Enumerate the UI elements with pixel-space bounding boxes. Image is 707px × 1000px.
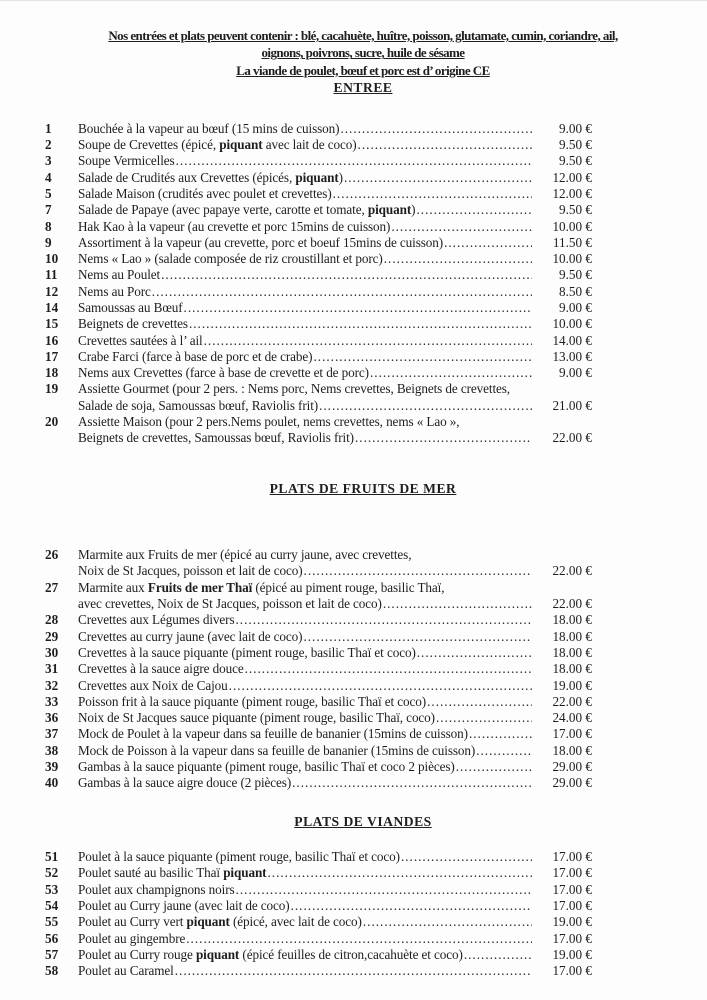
menu-item-line — [42, 349, 592, 365]
item-price: 22.00 € — [552, 563, 592, 579]
dot-leader — [344, 170, 532, 186]
dot-leader — [333, 186, 532, 202]
menu-item-line — [42, 267, 592, 283]
item-price: 18.00 € — [552, 628, 592, 644]
item-price: 19.00 € — [552, 914, 592, 930]
item-name: Poulet aux champignons noirs — [78, 881, 235, 897]
dot-leader — [184, 300, 532, 316]
menu-item-line — [42, 316, 592, 332]
item-price: 17.00 € — [552, 930, 592, 946]
item-name: Poulet au Curry jaune (avec lait de coco) — [78, 898, 290, 913]
item-price: 9.50 € — [559, 267, 592, 283]
menu-item-line — [42, 694, 592, 710]
item-price: 10.00 € — [552, 218, 592, 234]
item-number: 11 — [45, 267, 58, 283]
item-number: 32 — [45, 677, 59, 693]
item-price: 9.00 € — [559, 120, 592, 136]
dot-leader — [370, 365, 532, 381]
dot-leader — [417, 645, 532, 661]
item-name: Bouchée à la vapeur au bœuf (15 mins de cuisson) — [78, 120, 340, 136]
item-name: Crevettes à la sauce aigre douce — [78, 661, 244, 677]
item-name: Soupe de Crevettes (épicé, piquant avec lait de coco) — [78, 137, 357, 153]
menu-item-line — [42, 849, 592, 865]
allergen-notice-line-2: oignons, poivrons, sucre, huile de sésame — [261, 45, 465, 61]
menu-item-line — [42, 710, 592, 726]
item-name: Beignets de crevettes, Samoussas bœuf, Raviolis frit) — [78, 430, 354, 446]
dot-leader — [292, 775, 532, 791]
menu-item-line — [42, 153, 592, 169]
menu-item-line — [42, 284, 592, 300]
item-name: Poulet au Curry rouge piquant (épicé feuilles de citron,cacahuète et coco) — [78, 946, 463, 962]
allergen-notice-line-1: Nos entrées et plats peuvent contenir : blé, cacahuète, huître, poisson, glutamate, cumin, coriandre, ail, — [108, 28, 618, 43]
dot-leader — [291, 898, 532, 914]
menu-item-line — [42, 678, 592, 694]
item-name: Marmite aux Fruits de mer Thaï (épicé au piment rouge, basilic Thaï, — [78, 579, 445, 595]
item-number: 54 — [45, 898, 59, 913]
item-price: 12.00 € — [552, 169, 592, 185]
dot-leader — [175, 963, 532, 979]
item-name: Gambas à la sauce aigre douce (2 pièces) — [78, 775, 292, 791]
item-number: 55 — [45, 914, 59, 930]
item-price: 18.00 € — [552, 612, 592, 628]
menu-item-line — [42, 430, 592, 446]
item-price: 17.00 € — [552, 963, 592, 979]
item-name: Crevettes aux Légumes divers — [78, 612, 235, 628]
item-price: 13.00 € — [552, 348, 592, 364]
item-price: 18.00 € — [552, 644, 592, 660]
dot-leader — [444, 235, 532, 251]
menu-item-line — [42, 170, 592, 186]
dot-leader — [427, 694, 532, 710]
item-number: 56 — [45, 930, 59, 946]
section-title: ENTREE — [333, 80, 393, 96]
item-price: 18.00 € — [552, 661, 592, 677]
item-price: 10.00 € — [552, 316, 592, 332]
item-number: 3 — [45, 153, 52, 169]
item-price: 17.00 € — [552, 849, 592, 865]
item-name: Hak Kao à la vapeur (au crevette et porc 15mins de cuisson) — [78, 218, 391, 234]
menu-item-line — [42, 235, 592, 251]
item-name: Poisson frit à la sauce piquante (piment rouge, basilic Thaï et coco) — [78, 693, 427, 709]
menu-item-line — [42, 645, 592, 661]
dot-leader — [416, 202, 532, 218]
dot-leader — [401, 849, 532, 865]
item-price: 22.00 € — [552, 693, 592, 709]
item-price: 9.50 € — [559, 153, 592, 169]
menu-item-line — [42, 563, 592, 579]
item-price: 18.00 € — [552, 742, 592, 758]
dot-leader — [152, 284, 532, 300]
item-name: Mock de Poulet à la vapeur dans sa feuille de bananier (15mins de cuisson) — [78, 726, 468, 742]
section-title: PLATS DE FRUITS DE MER — [269, 480, 457, 496]
dot-leader — [391, 219, 532, 235]
item-name: Nems aux Crevettes (farce à base de crevette et de porc) — [78, 365, 369, 381]
item-price: 9.00 € — [559, 299, 592, 315]
menu-item-line — [42, 398, 592, 414]
item-number: 9 — [45, 234, 52, 250]
item-name: Salade de Papaye (avec papaye verte, carotte et tomate, piquant) — [78, 202, 416, 218]
dot-leader — [303, 629, 532, 645]
item-number: 14 — [45, 299, 59, 315]
item-price: 9.00 € — [559, 365, 592, 381]
item-name: Crevettes au curry jaune (avec lait de coco) — [78, 628, 303, 644]
item-price: 9.50 € — [559, 137, 592, 153]
item-number: 31 — [45, 661, 59, 677]
dot-leader — [319, 398, 532, 414]
menu-item-line — [42, 202, 592, 218]
item-name: Poulet à la sauce piquante (piment rouge, basilic Thaï et coco) — [78, 849, 400, 865]
item-name: Crevettes sautées à l’ ail — [78, 332, 203, 348]
item-number: 27 — [45, 579, 59, 595]
menu-item-line — [42, 963, 592, 979]
item-price: 29.00 € — [552, 775, 592, 791]
item-price: 9.50 € — [559, 202, 592, 218]
item-name: Nems au Porc — [78, 283, 151, 299]
menu-item-line — [42, 381, 592, 397]
item-number: 7 — [45, 202, 52, 218]
item-name: Assortiment à la vapeur (au crevette, porc et boeuf 15mins de cuisson) — [78, 234, 444, 250]
dot-leader — [267, 865, 532, 881]
item-price: 17.00 € — [552, 898, 592, 913]
item-name: Poulet au gingembre — [78, 930, 186, 946]
dot-leader — [189, 316, 532, 332]
dot-leader — [236, 612, 533, 628]
item-name: Assiette Maison (pour 2 pers.Nems poulet, nems crevettes, nems « Lao », — [78, 414, 460, 430]
item-price: 21.00 € — [552, 397, 592, 413]
item-number: 4 — [45, 169, 52, 185]
item-number: 10 — [45, 251, 59, 267]
menu-item-line — [42, 775, 592, 791]
item-price: 19.00 € — [552, 677, 592, 693]
item-number: 57 — [45, 946, 59, 962]
item-number: 26 — [45, 547, 59, 563]
dot-leader — [476, 743, 532, 759]
section-viandes — [42, 813, 684, 980]
menu-item-line — [42, 882, 592, 898]
item-number: 8 — [45, 218, 52, 234]
menu-item-line — [42, 137, 592, 153]
dot-leader — [304, 563, 532, 579]
item-name: Beignets de crevettes — [78, 316, 188, 332]
item-number: 5 — [45, 185, 52, 201]
item-number: 52 — [45, 865, 59, 881]
item-number: 30 — [45, 644, 59, 660]
item-price: 22.00 € — [552, 430, 592, 446]
item-number: 19 — [45, 381, 59, 397]
item-number: 39 — [45, 759, 59, 775]
menu-item-line — [42, 414, 592, 430]
item-number: 33 — [45, 693, 59, 709]
item-number: 29 — [45, 628, 59, 644]
item-name: Marmite aux Fruits de mer (épicé au curry jaune, avec crevettes, — [78, 547, 412, 563]
item-name: Gambas à la sauce piquante (piment rouge, basilic Thaï et coco 2 pièces) — [78, 759, 455, 775]
item-name: Crevettes aux Noix de Cajou — [78, 677, 228, 693]
dot-leader — [313, 349, 532, 365]
item-number: 53 — [45, 881, 59, 897]
item-price: 24.00 € — [552, 710, 592, 726]
dot-leader — [363, 914, 532, 930]
item-number: 12 — [45, 283, 59, 299]
dot-leader — [340, 121, 532, 137]
dot-leader — [236, 882, 532, 898]
item-price: 12.00 € — [552, 185, 592, 201]
item-price: 29.00 € — [552, 759, 592, 775]
item-number: 37 — [45, 726, 59, 742]
menu-item-line — [42, 865, 592, 881]
menu-item-line — [42, 121, 592, 137]
dot-leader — [245, 661, 532, 677]
dot-leader — [186, 931, 532, 947]
menu-item-line — [42, 629, 592, 645]
dot-leader — [204, 333, 532, 349]
dot-leader — [355, 430, 532, 446]
item-number: 17 — [45, 348, 59, 364]
item-price: 22.00 € — [552, 596, 592, 612]
item-name: Nems « Lao » (salade composée de riz croustillant et porc) — [78, 251, 383, 267]
item-name: Noix de St Jacques sauce piquante (piment rouge, basilic Thaï, coco) — [78, 710, 435, 726]
dot-leader — [358, 137, 532, 153]
section-title: PLATS DE VIANDES — [294, 813, 432, 829]
menu-header — [42, 27, 684, 79]
item-price: 11.50 € — [552, 234, 592, 250]
menu-item-line — [42, 661, 592, 677]
item-number: 16 — [45, 332, 59, 348]
item-number: 51 — [45, 849, 59, 865]
dot-leader — [161, 267, 532, 283]
item-name: Poulet sauté au basilic Thaï piquant — [78, 865, 267, 881]
item-price: 17.00 € — [552, 865, 592, 881]
item-number: 20 — [45, 414, 59, 430]
item-price: 17.00 € — [552, 726, 592, 742]
item-name: Salade de soja, Samoussas bœuf, Raviolis frit) — [78, 397, 319, 413]
menu-item-line — [42, 612, 592, 628]
item-name: Salade de Crudités aux Crevettes (épicés, piquant) — [78, 169, 343, 185]
item-number: 15 — [45, 316, 59, 332]
dot-leader — [384, 251, 532, 267]
menu-item-line — [42, 596, 592, 612]
dot-leader — [469, 726, 532, 742]
item-name: avec crevettes, Noix de St Jacques, poisson et lait de coco) — [78, 596, 382, 612]
item-number: 28 — [45, 612, 59, 628]
item-number: 58 — [45, 963, 59, 979]
menu-item-line — [42, 726, 592, 742]
menu-item-line — [42, 251, 592, 267]
section-fruits — [42, 480, 684, 792]
menu-item-line — [42, 333, 592, 349]
menu-item-line — [42, 898, 592, 914]
section-entree — [42, 79, 684, 446]
menu-item-line — [42, 300, 592, 316]
item-number: 36 — [45, 710, 59, 726]
item-name: Soupe Vermicelles — [78, 153, 175, 169]
menu-item-line — [42, 365, 592, 381]
menu-item-line — [42, 931, 592, 947]
menu-item-line — [42, 914, 592, 930]
menu-item-line — [42, 219, 592, 235]
item-name: Nems au Poulet — [78, 267, 161, 283]
item-name: Assiette Gourmet (pour 2 pers. : Nems porc, Nems crevettes, Beignets de crevettes, — [78, 381, 510, 397]
item-price: 8.50 € — [559, 283, 592, 299]
item-price: 14.00 € — [552, 332, 592, 348]
item-name: Crevettes à la sauce piquante (piment rouge, basilic Thaï et coco) — [78, 644, 416, 660]
menu-item-line — [42, 186, 592, 202]
item-name: Poulet au Caramel — [78, 963, 174, 979]
item-name: Noix de St Jacques, poisson et lait de coco) — [78, 563, 303, 579]
item-number: 2 — [45, 137, 52, 153]
item-price: 17.00 € — [552, 881, 592, 897]
dot-leader — [383, 596, 532, 612]
dot-leader — [229, 678, 532, 694]
item-name: Salade Maison (crudités avec poulet et crevettes) — [78, 185, 332, 201]
item-name: Samoussas au Bœuf — [78, 299, 183, 315]
item-price: 10.00 € — [552, 251, 592, 267]
menu-sections — [42, 79, 684, 979]
item-name: Crabe Farci (farce à base de porc et de crabe) — [78, 348, 313, 364]
item-number: 1 — [45, 120, 52, 136]
dot-leader — [464, 947, 532, 963]
item-number: 40 — [45, 775, 59, 791]
item-name: Poulet au Curry vert piquant (épicé, avec lait de coco) — [78, 914, 362, 930]
menu-item-line — [42, 759, 592, 775]
dot-leader — [176, 153, 532, 169]
menu-item-line — [42, 547, 592, 563]
menu-item-line — [42, 580, 592, 596]
dot-leader — [456, 759, 532, 775]
item-number: 38 — [45, 742, 59, 758]
item-price: 19.00 € — [552, 946, 592, 962]
origin-notice: La viande de poulet, bœuf et porc est d’ origine CE — [236, 62, 490, 78]
item-name: Mock de Poisson à la vapeur dans sa feuille de bananier (15mins de cuisson) — [78, 742, 476, 758]
dot-leader — [436, 710, 532, 726]
menu-item-line — [42, 947, 592, 963]
item-number: 18 — [45, 365, 59, 381]
menu-item-line — [42, 743, 592, 759]
